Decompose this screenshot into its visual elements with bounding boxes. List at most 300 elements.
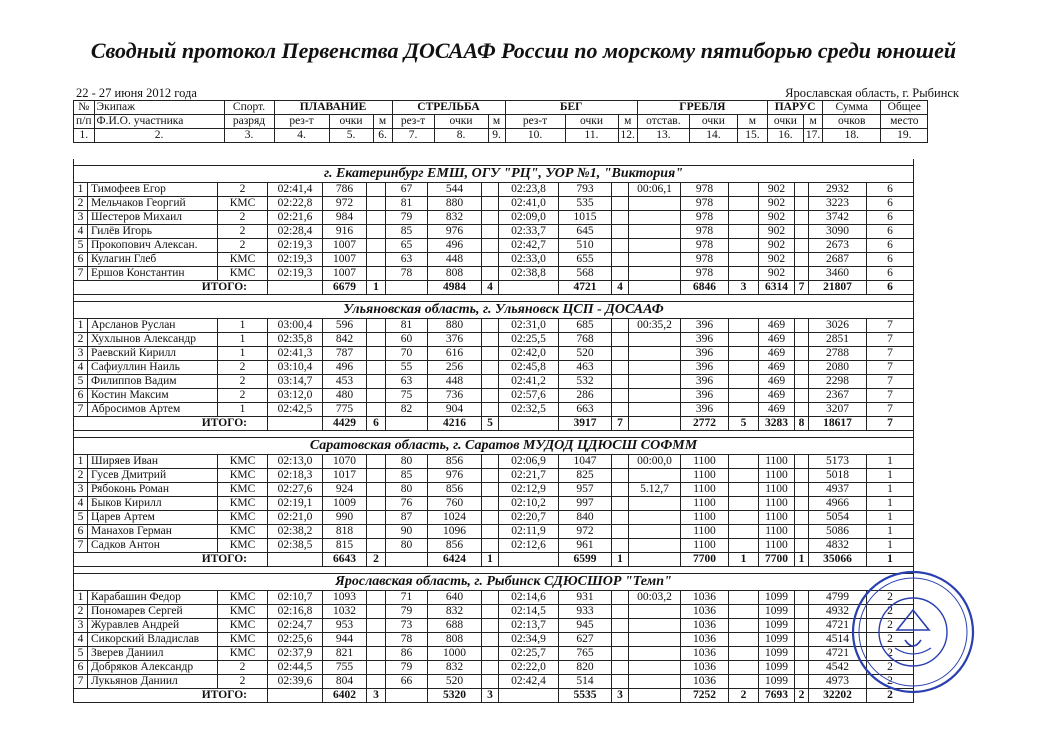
table-cell: 953	[323, 619, 367, 633]
header-sub-cell: очков	[823, 115, 881, 129]
table-cell: 02:32,5	[499, 403, 559, 417]
table-row	[74, 267, 914, 281]
table-cell: 1099	[759, 647, 795, 661]
table-cell: 1100	[759, 497, 795, 511]
table-cell	[367, 253, 386, 267]
header-sub-cell: очки	[434, 115, 488, 129]
table-cell: 3026	[809, 319, 867, 333]
table-cell	[729, 225, 759, 239]
total-cell	[499, 689, 559, 703]
table-cell: 02:24,7	[268, 619, 323, 633]
table-cell: 02:25,7	[499, 647, 559, 661]
table-cell: 2	[218, 675, 268, 689]
table-row	[74, 375, 914, 389]
table-cell: 6	[867, 225, 914, 239]
table-cell: 02:12,6	[499, 539, 559, 553]
col-swimming: ПЛАВАНИЕ	[274, 101, 392, 115]
table-cell: 520	[428, 675, 482, 689]
table-row	[74, 497, 914, 511]
table-cell: 63	[386, 375, 428, 389]
table-cell	[482, 633, 499, 647]
team-name: Саратовская область, г. Саратов МУДОД ЦДЮСШ СОФММ	[74, 438, 914, 455]
table-cell: 1036	[681, 619, 729, 633]
table-cell: 2	[218, 389, 268, 403]
table-cell	[729, 539, 759, 553]
table-cell: Абросимов Артем	[88, 403, 218, 417]
table-cell: 880	[428, 319, 482, 333]
table-cell: Шестеров Михаил	[88, 211, 218, 225]
table-cell: 2	[867, 647, 914, 661]
total-row: 7252	[681, 689, 729, 703]
table-cell: 510	[559, 239, 612, 253]
table-cell: 1099	[759, 605, 795, 619]
table-cell: 978	[681, 267, 729, 281]
table-cell: 815	[323, 539, 367, 553]
table-cell	[367, 525, 386, 539]
table-cell	[612, 591, 629, 605]
total-sum: 32202	[809, 689, 867, 703]
table-cell: 2673	[809, 239, 867, 253]
table-cell	[482, 319, 499, 333]
table-cell	[612, 183, 629, 197]
table-cell	[482, 253, 499, 267]
table-cell: 1032	[323, 605, 367, 619]
total-shoot: 4984	[428, 281, 482, 295]
header-num-cell: 2.	[94, 129, 224, 143]
table-cell: 02:19,3	[268, 253, 323, 267]
table-cell: 568	[559, 267, 612, 281]
header-sub-cell: п/п	[74, 115, 95, 129]
table-cell: 02:42,7	[499, 239, 559, 253]
table-cell: 1100	[759, 539, 795, 553]
table-cell	[612, 675, 629, 689]
table-cell	[482, 389, 499, 403]
table-cell	[482, 375, 499, 389]
table-cell: 832	[428, 211, 482, 225]
table-cell: 5018	[809, 469, 867, 483]
table-cell: 02:25,5	[499, 333, 559, 347]
table-cell: 02:22,8	[268, 197, 323, 211]
table-cell: 4721	[809, 619, 867, 633]
total-shoot_m: 1	[482, 553, 499, 567]
table-cell: 842	[323, 333, 367, 347]
table-cell: 997	[559, 497, 612, 511]
table-cell: 82	[386, 403, 428, 417]
table-cell	[367, 619, 386, 633]
table-cell: 2	[74, 333, 88, 347]
table-cell: 78	[386, 267, 428, 281]
table-cell: 840	[559, 511, 612, 525]
table-cell	[729, 319, 759, 333]
table-cell	[482, 539, 499, 553]
table-cell: 80	[386, 483, 428, 497]
table-cell	[367, 183, 386, 197]
total-cell	[268, 281, 323, 295]
table-row	[74, 483, 914, 497]
table-cell	[612, 333, 629, 347]
table-cell	[729, 661, 759, 675]
header-sub-cell: Ф.И.О. участника	[94, 115, 224, 129]
table-cell: 1096	[428, 525, 482, 539]
table-cell: 02:10,7	[268, 591, 323, 605]
table-cell: 1	[74, 455, 88, 469]
team-header-row	[74, 574, 914, 591]
table-cell	[612, 605, 629, 619]
table-row	[74, 211, 914, 225]
table-cell	[629, 539, 681, 553]
table-cell	[729, 389, 759, 403]
total-run: 5535	[559, 689, 612, 703]
table-cell	[612, 647, 629, 661]
table-cell	[612, 253, 629, 267]
header-num-cell: 8.	[434, 129, 488, 143]
table-cell	[629, 633, 681, 647]
total-row	[74, 689, 914, 703]
total-label: ИТОГО:	[74, 553, 268, 567]
total-shoot: 5320	[428, 689, 482, 703]
table-cell: 286	[559, 389, 612, 403]
table-cell: 4542	[809, 661, 867, 675]
table-cell: КМС	[218, 525, 268, 539]
table-cell: 78	[386, 633, 428, 647]
table-cell	[612, 389, 629, 403]
table-cell: 6	[867, 253, 914, 267]
table-cell: 469	[759, 375, 795, 389]
table-cell: 5	[74, 511, 88, 525]
table-cell: 1093	[323, 591, 367, 605]
table-cell: Зверев Даниил	[88, 647, 218, 661]
table-cell: 832	[428, 605, 482, 619]
total-label: ИТОГО:	[74, 689, 268, 703]
total-sum: 35066	[809, 553, 867, 567]
table-cell	[629, 675, 681, 689]
table-cell: 02:19,1	[268, 497, 323, 511]
total-place: 2	[867, 689, 914, 703]
table-cell: 755	[323, 661, 367, 675]
table-cell: 85	[386, 469, 428, 483]
table-cell: 825	[559, 469, 612, 483]
table-cell	[367, 633, 386, 647]
total-cell	[499, 553, 559, 567]
table-cell: 90	[386, 525, 428, 539]
table-cell: 2	[74, 197, 88, 211]
table-cell	[482, 619, 499, 633]
table-cell: 1099	[759, 591, 795, 605]
table-cell: 2932	[809, 183, 867, 197]
table-cell: 03:12,0	[268, 389, 323, 403]
table-cell: 793	[559, 183, 612, 197]
table-cell: 880	[428, 197, 482, 211]
table-cell: 1100	[681, 511, 729, 525]
table-cell: КМС	[218, 483, 268, 497]
table-cell: 1	[867, 511, 914, 525]
col-running: БЕГ	[505, 101, 637, 115]
header-num-cell: 11.	[565, 129, 618, 143]
header-sub-cell: очки	[689, 115, 737, 129]
table-cell: 396	[681, 361, 729, 375]
table-cell: 02:11,9	[499, 525, 559, 539]
table-cell: 6	[74, 661, 88, 675]
total-sail_m: 8	[795, 417, 809, 431]
table-cell	[612, 661, 629, 675]
total-cell	[386, 281, 428, 295]
table-cell	[367, 361, 386, 375]
table-cell: 02:39,6	[268, 675, 323, 689]
total-cell	[629, 689, 681, 703]
table-cell: 81	[386, 319, 428, 333]
total-run_m: 3	[612, 689, 629, 703]
total-swim_m: 3	[367, 689, 386, 703]
col-place: Общее	[881, 101, 928, 115]
table-cell: 02:21,6	[268, 211, 323, 225]
table-cell: 02:18,3	[268, 469, 323, 483]
table-cell	[629, 211, 681, 225]
table-cell	[482, 197, 499, 211]
table-cell: 818	[323, 525, 367, 539]
table-cell: Хухлынов Александр	[88, 333, 218, 347]
table-cell: 3460	[809, 267, 867, 281]
table-cell: 7	[74, 675, 88, 689]
table-cell: 5	[74, 647, 88, 661]
header-num-cell: 13.	[637, 129, 689, 143]
total-run: 6599	[559, 553, 612, 567]
total-shoot: 4216	[428, 417, 482, 431]
table-cell: 616	[428, 347, 482, 361]
table-cell: 2	[867, 675, 914, 689]
table-cell: 02:19,3	[268, 239, 323, 253]
header-sub-cell: очки	[767, 115, 803, 129]
header-sub-cell: рез-т	[505, 115, 565, 129]
table-cell	[482, 183, 499, 197]
table-cell: 2	[218, 239, 268, 253]
table-cell: 1100	[681, 455, 729, 469]
table-cell: Прокопович Алексан.	[88, 239, 218, 253]
col-shooting: СТРЕЛЬБА	[392, 101, 505, 115]
table-cell: 376	[428, 333, 482, 347]
table-cell	[612, 469, 629, 483]
table-cell: 85	[386, 225, 428, 239]
table-cell: 4721	[809, 647, 867, 661]
header-subrow	[74, 115, 928, 129]
header-sub-cell: очки	[565, 115, 618, 129]
table-cell	[795, 525, 809, 539]
table-cell	[795, 253, 809, 267]
table-cell	[482, 455, 499, 469]
table-cell: 7	[74, 403, 88, 417]
table-cell	[612, 403, 629, 417]
table-cell	[482, 225, 499, 239]
table-cell: 902	[759, 183, 795, 197]
table-cell: 02:23,8	[499, 183, 559, 197]
table-cell	[629, 469, 681, 483]
table-cell: 1007	[323, 267, 367, 281]
table-cell: 1047	[559, 455, 612, 469]
header-sub-cell: м	[737, 115, 767, 129]
total-sail: 7693	[759, 689, 795, 703]
table-cell	[367, 319, 386, 333]
table-cell: 02:38,8	[499, 267, 559, 281]
table-cell: КМС	[218, 197, 268, 211]
table-cell: 02:34,9	[499, 633, 559, 647]
header-sub-cell: рез-т	[392, 115, 434, 129]
table-cell: Раевский Кирилл	[88, 347, 218, 361]
table-cell	[729, 483, 759, 497]
team-name: Ярославская область, г. Рыбинск СДЮСШОР "Темп"	[74, 574, 914, 591]
table-cell: 02:57,6	[499, 389, 559, 403]
table-cell	[482, 403, 499, 417]
table-cell	[795, 619, 809, 633]
header-sub-cell: разряд	[224, 115, 274, 129]
table-cell: Садков Антон	[88, 539, 218, 553]
team-name: Ульяновская область, г. Ульяновск ЦСП - ДОСААФ	[74, 302, 914, 319]
table-cell: 1036	[681, 591, 729, 605]
table-cell	[795, 197, 809, 211]
table-cell: 4	[74, 225, 88, 239]
total-place: 6	[867, 281, 914, 295]
table-cell: 396	[681, 319, 729, 333]
table-cell: Ширяев Иван	[88, 455, 218, 469]
table-cell: 765	[559, 647, 612, 661]
table-cell	[482, 469, 499, 483]
table-cell: 02:14,5	[499, 605, 559, 619]
table-cell: 7	[867, 347, 914, 361]
table-cell: 65	[386, 239, 428, 253]
table-cell: 1099	[759, 619, 795, 633]
table-cell: 1024	[428, 511, 482, 525]
table-cell: Быков Кирилл	[88, 497, 218, 511]
table-cell	[729, 253, 759, 267]
table-cell: 448	[428, 253, 482, 267]
table-cell: 5.12,7	[629, 483, 681, 497]
table-cell: 7	[74, 267, 88, 281]
table-cell: 978	[681, 239, 729, 253]
table-cell: 1100	[681, 497, 729, 511]
table-cell: 933	[559, 605, 612, 619]
table-cell: 736	[428, 389, 482, 403]
header-num-cell: 18.	[823, 129, 881, 143]
total-swim: 4429	[323, 417, 367, 431]
table-cell	[367, 539, 386, 553]
table-row	[74, 619, 914, 633]
table-cell: 1017	[323, 469, 367, 483]
table-cell	[729, 183, 759, 197]
table-cell: 2687	[809, 253, 867, 267]
table-cell: Журавлев Андрей	[88, 619, 218, 633]
table-cell	[612, 525, 629, 539]
header-sub-cell: место	[881, 115, 928, 129]
table-cell	[629, 267, 681, 281]
col-sailing: ПАРУС	[767, 101, 822, 115]
table-cell: 02:42,4	[499, 675, 559, 689]
table-cell: КМС	[218, 605, 268, 619]
table-cell: 5086	[809, 525, 867, 539]
table-cell: 4937	[809, 483, 867, 497]
table-cell	[629, 197, 681, 211]
table-cell	[795, 605, 809, 619]
table-cell: 3207	[809, 403, 867, 417]
table-cell: 396	[681, 347, 729, 361]
total-cell	[629, 417, 681, 431]
table-cell	[795, 211, 809, 225]
total-cell	[499, 281, 559, 295]
table-cell: 02:21,7	[499, 469, 559, 483]
table-cell	[612, 267, 629, 281]
table-cell: 02:14,6	[499, 591, 559, 605]
header-num-cell: 17.	[803, 129, 822, 143]
table-cell	[729, 361, 759, 375]
table-cell: 978	[681, 225, 729, 239]
table-cell: 469	[759, 403, 795, 417]
table-cell	[612, 455, 629, 469]
table-row	[74, 647, 914, 661]
table-cell	[612, 619, 629, 633]
total-row_m: 5	[729, 417, 759, 431]
header-num-cell: 3.	[224, 129, 274, 143]
table-cell: 1036	[681, 633, 729, 647]
col-num: №	[74, 101, 95, 115]
table-row	[74, 403, 914, 417]
total-sail: 7700	[759, 553, 795, 567]
table-cell	[482, 211, 499, 225]
total-run_m: 7	[612, 417, 629, 431]
table-cell: 1100	[759, 511, 795, 525]
total-run_m: 4	[612, 281, 629, 295]
table-cell: 1	[218, 347, 268, 361]
table-cell	[795, 403, 809, 417]
table-cell: 1036	[681, 661, 729, 675]
table-row	[74, 539, 914, 553]
total-label: ИТОГО:	[74, 281, 268, 295]
document-title: Сводный протокол Первенства ДОСААФ России по морскому пятиборью среди юношей	[90, 38, 957, 63]
table-cell: 4	[74, 633, 88, 647]
table-cell: 972	[559, 525, 612, 539]
table-cell: 535	[559, 197, 612, 211]
results-table	[73, 159, 914, 703]
table-cell: 463	[559, 361, 612, 375]
table-cell: 02:42,5	[268, 403, 323, 417]
team-header-row	[74, 302, 914, 319]
table-cell	[482, 675, 499, 689]
table-cell	[612, 539, 629, 553]
table-cell: 02:06,9	[499, 455, 559, 469]
table-cell: 972	[323, 197, 367, 211]
table-cell	[612, 211, 629, 225]
table-cell: 4	[74, 497, 88, 511]
total-swim: 6643	[323, 553, 367, 567]
table-cell: КМС	[218, 647, 268, 661]
header-sub-cell: м	[373, 115, 392, 129]
table-cell: 685	[559, 319, 612, 333]
table-cell	[795, 469, 809, 483]
table-cell: 1100	[681, 483, 729, 497]
table-cell	[612, 225, 629, 239]
table-cell: 6	[867, 267, 914, 281]
total-cell	[268, 689, 323, 703]
table-cell: 627	[559, 633, 612, 647]
table-cell: 4966	[809, 497, 867, 511]
table-row	[74, 605, 914, 619]
table-cell: 02:19,3	[268, 267, 323, 281]
table-cell: Арсланов Руслан	[88, 319, 218, 333]
header-sub-cell: м	[618, 115, 637, 129]
table-cell	[795, 389, 809, 403]
table-cell: 396	[681, 375, 729, 389]
table-cell: 1007	[323, 239, 367, 253]
table-cell	[729, 511, 759, 525]
table-cell: 1	[867, 539, 914, 553]
table-cell	[729, 239, 759, 253]
header-num-cell: 7.	[392, 129, 434, 143]
